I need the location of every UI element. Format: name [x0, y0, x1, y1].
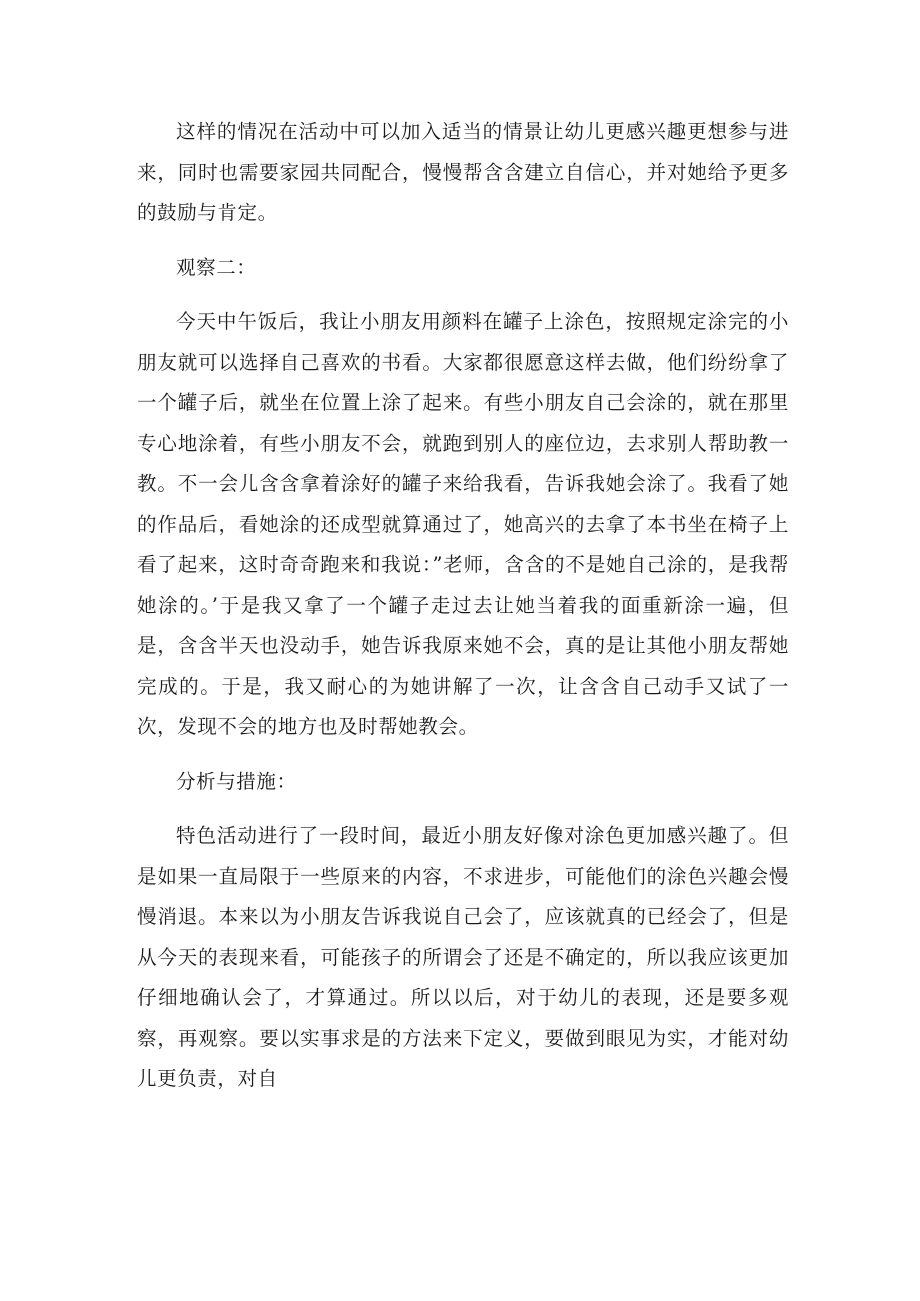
section-heading-observation-two: 观察二：: [176, 255, 257, 279]
paragraph-analysis: 特色活动进行了一段时间，最近小朋友好像对涂色更加感兴趣了。但是如果一直局限于一些原来的内容，不求进步，可能他们的涂色兴趣会慢慢消退。本来以为小朋友告诉我说自己会了，应该就真的已经会了，但是从今天的表现来看，可能孩子的所谓会了还是不确定的，所以我应该更加仔细地确认会了，才算通过。所以以后，对于幼儿的表现，还是要多观察，再观察。要以实事求是的方法来下定义，要做到眼见为实，才能对幼儿更负责，对自: [137, 824, 789, 1090]
document-body: [137, 112, 789, 1114]
section-heading-analysis: 分析与措施：: [176, 769, 297, 793]
paragraph-observation-two: 今天中午饭后，我让小朋友用颜料在罐子上涂色，按照规定涂完的小朋友就可以选择自己喜欢的书看。大家都很愿意这样去做，他们纷纷拿了一个罐子后，就坐在位置上涂了起来。有些小朋友自己会涂的，就在那里专心地涂着，有些小朋友不会，就跑到别人的座位边，去求别人帮助教一教。不一会儿含含拿着涂好的罐子来给我看，告诉我她会涂了。我看了她的作品后，看她涂的还成型就算通过了，她高兴的去拿了本书坐在椅子上看了起来，这时奇奇跑来和我说：”老师，含含的不是她自己涂的，是我帮她涂的。’于是我又拿了一个罐子走过去让她当着我的面重新涂一遍，但是，含含半天也没动手，她告诉我原来她不会，真的是让其他小朋友帮她完成的。于是，我又耐心的为她讲解了一次，让含含自己动手又试了一次，发现不会的地方也及时帮她教会。: [137, 310, 789, 738]
paragraph-continuation: 这样的情况在活动中可以加入适当的情景让幼儿更感兴趣更想参与进来，同时也需要家园共同配合，慢慢帮含含建立自信心，并对她给予更多的鼓励与肯定。: [137, 120, 789, 224]
